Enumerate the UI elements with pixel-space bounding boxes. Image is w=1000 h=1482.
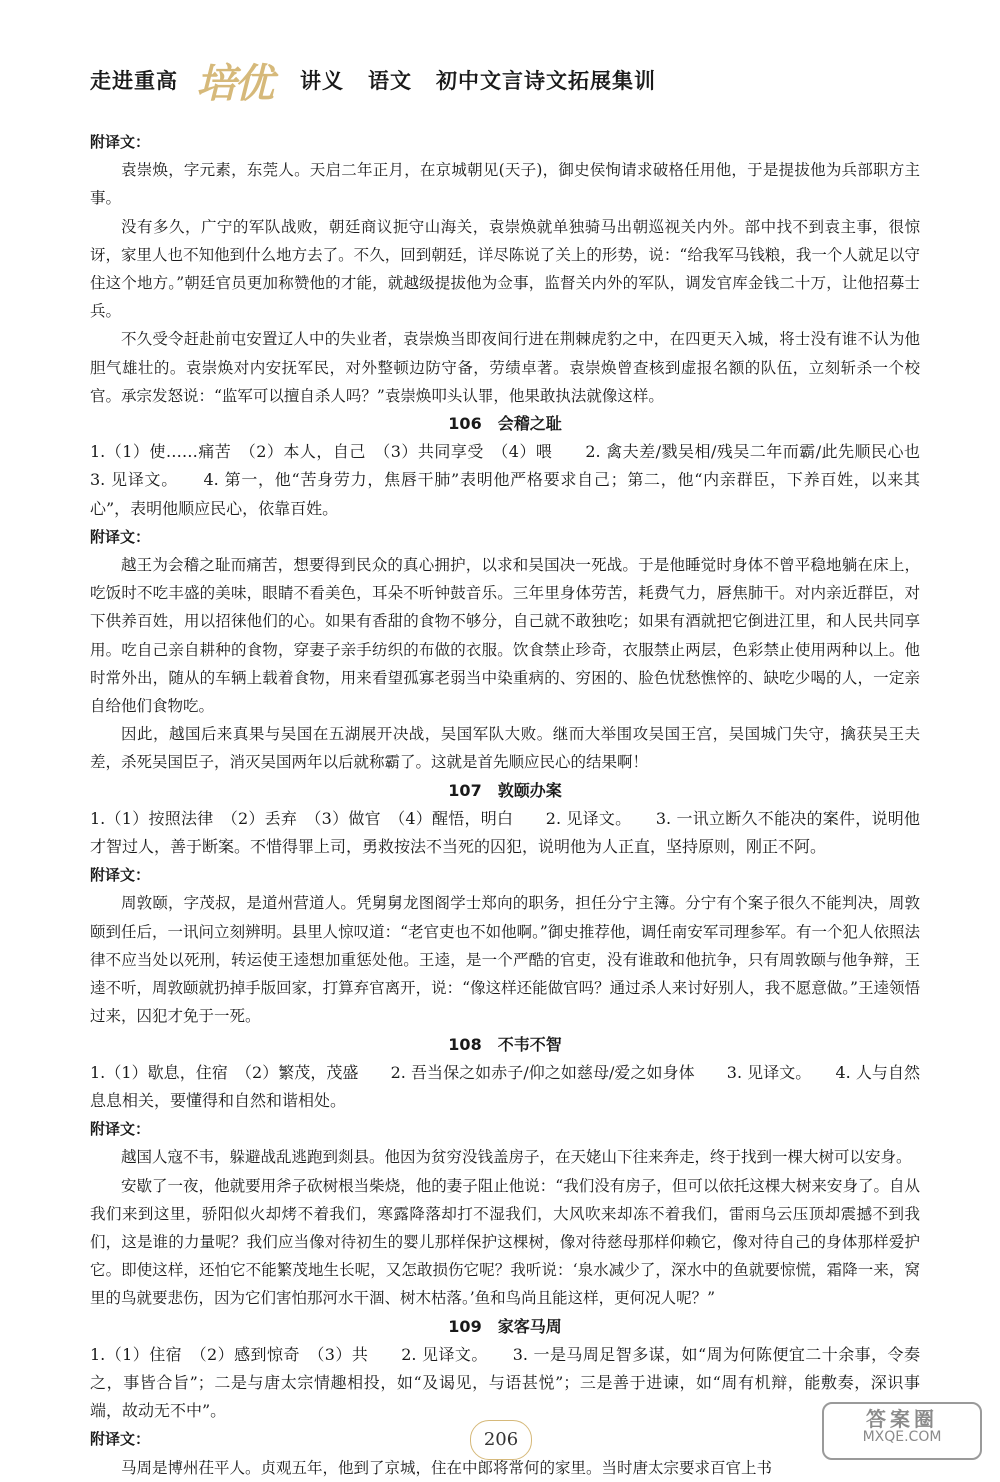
answers: 1.（1）歇息，住宿 （2）繁茂，茂盛 2. 吾当保之如赤子/仰之如慈母/爱之如身体 3. 见译文。 4. 人与自然息息相关，要懂得和自然和谐相处。 (90, 1062, 920, 1110)
section-title: 109 家客马周 (448, 1316, 562, 1336)
page-content (90, 128, 953, 1482)
section (90, 128, 920, 410)
watermark-logo (822, 1402, 982, 1460)
watermark-bottom: MXQE.COM (862, 1429, 942, 1445)
translation-paragraph: 安歇了一夜，他就要用斧子砍树根当柴烧，他的妻子阻止他说：“我们没有房子，但可以依托这棵大树来安身了。自从我们来到这里，骄阳似火却烤不着我们，寒露降落却打不湿我们，大风吹来却冻不着我们，雷雨乌云压顶却震撼不到我们，这是谁的力量呢？我们应当像对待初生的婴儿那样保护这棵树，像对待慈母那样仰赖它，像对待自己的身体那样爱护它。即使这样，还怕它不能繁茂地生长呢，又怎敢损伤它呢？我听说：‘泉水减少了，深水中的鱼就要惊慌，霜降一来，窝里的鸟就要悲伤，因为它们害怕那河水干涸、树木枯落。’鱼和鸟尚且能这样，更何况人呢？” (90, 1176, 920, 1308)
translation-label: 附译文： (90, 133, 151, 151)
section-title: 108 不韦不智 (448, 1034, 562, 1054)
brand-logo: 培优 (196, 59, 272, 107)
translation-paragraph: 没有多久，广宁的军队战败，朝廷商议扼守山海关，袁崇焕就单独骑马出朝巡视关内外。部中找不到袁主事，很惊讶，家里人也不知他到什么地方去了。不久，回到朝廷，详尽陈说了关上的形势，说：“给我军马钱粮，我一个人就足以守住这个地方。”朝廷官员更加称赞他的才能，就越级提拔他为佥事，监督关内外的军队，调发官库金钱二十万，让他招募士兵。 (90, 217, 920, 321)
translation-label: 附译文： (90, 527, 151, 546)
watermark-top: 答案圈 (866, 1407, 938, 1431)
answers: 1.（1）使……痛苦 （2）本人，自己 （3）共同享受 （4）喂 2. 禽夫差/戮吴相/残吴二年而霸/此先顺民心也 3. 见译文。 4. 第一，他“苦身劳力，焦唇干肺”表明他严格要求自己；第二，他“内亲群臣，下养百姓，以来其心”，表明他顺应民心，依靠百姓。 (90, 442, 953, 518)
translation-paragraph: 周敦颐，字茂叔，是道州营道人。凭舅舅龙图阁学士郑向的职务，担任分宁主簿。分宁有个案子很久不能判决，周敦颐到任后，一讯问立刻辨明。县里人惊叹道：“老官吏也不如他啊。”御史推荐他，调任南安军司理参军。有一个犯人依照法律不应当处以死刑，转运使王逵想加重惩处他。王逵，是一个严酷的官吏，没有谁敢和他抗争，只有周敦颐与他争辩，王逵不听，周敦颐就扔掉手版回家，打算弃官离开，说：“像这样还能做官吗？通过杀人来讨好别人，我不愿意做。”王逵领悟过来，囚犯才免于一死。 (90, 894, 920, 1026)
translation-label: 附译文： (90, 1120, 151, 1139)
section (90, 410, 953, 777)
page-number: 206 (470, 1420, 532, 1460)
section-title: 107 敦颐办案 (448, 780, 562, 800)
answers: 1.（1）住宿 （2）感到惊奇 （3）共 2. 见译文。 3. 一是马周足智多谋，如“周为何陈便宜二十余事，令奏之，事皆合旨”；二是与唐太宗情趣相投，如“及谒见，与语甚悦”；三是善于进谏，如“周有机辩，能敷奏，深识事端，故动无不中”。 (90, 1344, 920, 1421)
translation-label: 附译文： (90, 1430, 151, 1449)
section (90, 1031, 920, 1313)
translation-label: 附译文： (90, 866, 151, 885)
translation-paragraph: 越国人寇不韦，躲避战乱逃跑到剡县。他因为贫穷没钱盖房子，在天姥山下往来奔走，终于找到一棵大树可以安身。 (121, 1148, 912, 1167)
translation-paragraph: 马周是博州茌平人。贞观五年，他到了京城，住在中郎将常何的家里。当时唐太宗要求百官上书 (121, 1458, 773, 1477)
section-title: 106 会稽之耻 (448, 414, 562, 434)
translation-paragraph: 袁崇焕，字元素，东莞人。天启二年正月，在京城朝见(天子)，御史侯恂请求破格任用他，于是提拔他为兵部职方主事。 (90, 161, 920, 208)
page-header (90, 52, 930, 108)
answers: 1.（1）按照法律 （2）丢弃 （3）做官 （4）醒悟，明白 2. 见译文。 3. 一讯立断久不能决的案件，说明他才智过人，善于断案。不惜得罪上司，勇救按法不当死的囚犯，说明他为人正直，坚持原则，刚正不阿。 (90, 808, 920, 857)
book-type: 讲义 (300, 69, 344, 93)
book-topic: 初中文言诗文拓展集训 (436, 69, 656, 93)
subject-name: 语文 (368, 69, 412, 93)
translation-paragraph: 因此，越国后来真果与吴国在五湖展开决战，吴国军队大败。继而大举围攻吴国王宫，吴国城门失守，擒获吴王夫差，杀死吴国臣子，消灭吴国两年以后就称霸了。这就是首先顺应民心的结果啊！ (90, 725, 920, 772)
translation-paragraph: 越王为会稽之耻而痛苦，想要得到民众的真心拥护，以求和吴国决一死战。于是他睡觉时身体不曾平稳地躺在床上，吃饭时不吃丰盛的美味，眼睛不看美色，耳朵不听钟鼓音乐。三年里身体劳苦，耗费气力，唇焦肺干。对内亲近群臣，对下供养百姓，用以招徕他们的心。如果有香甜的食物不够分，自己就不敢独吃；如果有酒就把它倒进江里，和人民共同享用。吃自己亲自耕种的食物，穿妻子亲手纺织的布做的衣服。饮食禁止珍奇，衣服禁止两层，色彩禁止使用两种以上。他时常外出，随从的车辆上载着食物，用来看望孤寡老弱当中染重病的、穷困的、脸色忧愁憔悴的、缺吃少喝的人，一定亲自给他们食物吃。 (90, 556, 920, 716)
translation-paragraph: 不久受令赶赴前屯安置辽人中的失业者，袁崇焕当即夜间行进在荆棘虎豹之中，在四更天入城，将士没有谁不认为他胆气雄壮的。袁崇焕对内安抚军民，对外整顿边防守备，劳绩卓著。袁崇焕曾查核到虚报名额的队伍，立刻斩杀一个校官。承宗发怒说：“监军可以擅自杀人吗？”袁崇焕叩头认罪，他果敢执法就像这样。 (90, 330, 920, 405)
series-name: 走进重高 (90, 69, 178, 93)
section (90, 777, 920, 1031)
